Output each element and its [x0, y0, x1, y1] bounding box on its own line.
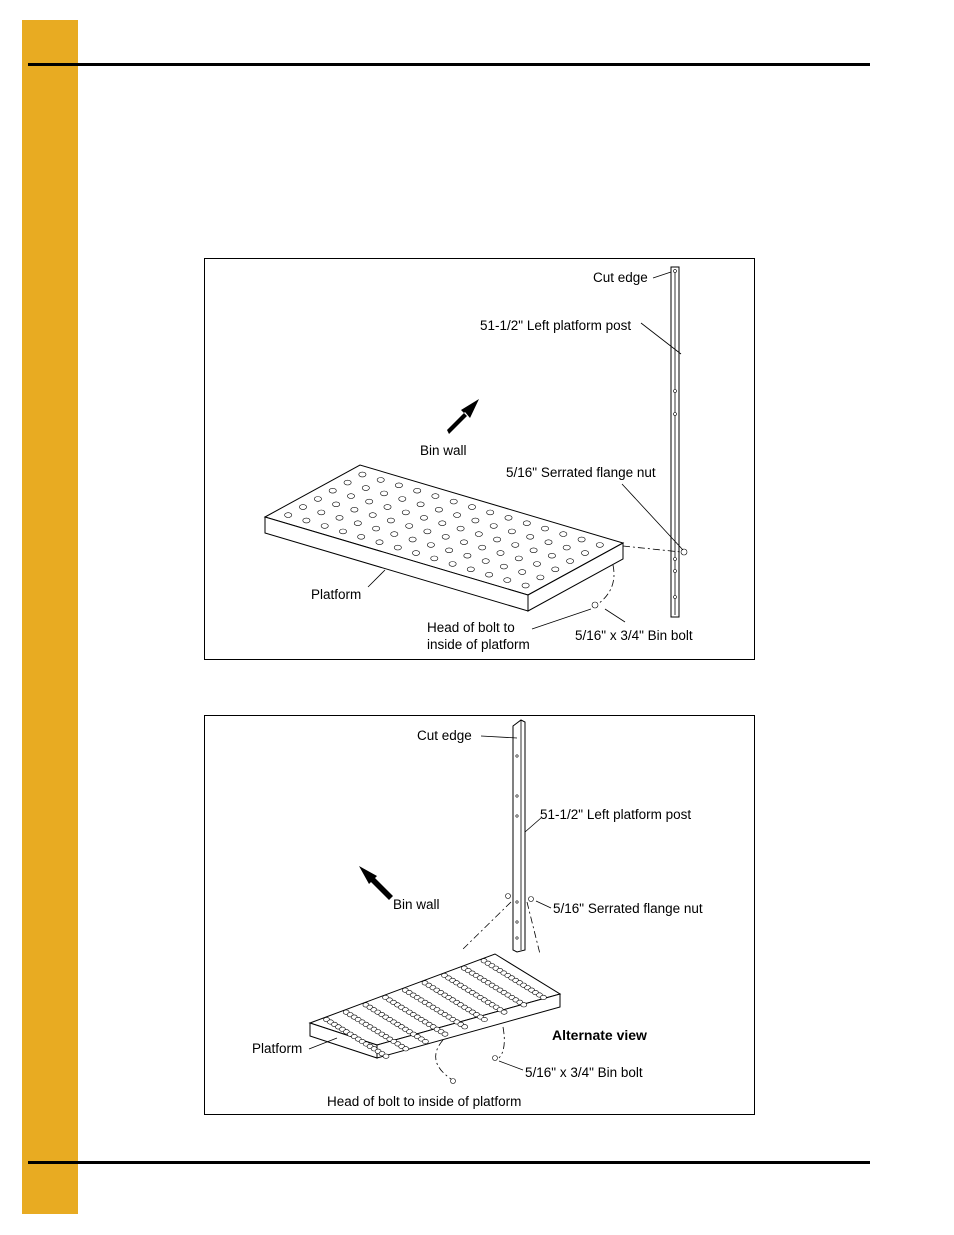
label-head-of-bolt: Head of bolt to inside of platform [327, 1094, 522, 1109]
platform-hole [318, 510, 325, 515]
label-head-of-bolt-line-1: Head of bolt to [427, 620, 515, 635]
platform-hole [467, 567, 474, 572]
platform-hole [373, 526, 380, 531]
platform-hole [500, 564, 507, 569]
platform-hole [409, 537, 416, 542]
platform-hole [354, 521, 361, 526]
platform-hole [482, 559, 489, 564]
platform-hole [394, 545, 401, 550]
platform-hole [395, 483, 402, 488]
label-cut-edge: Cut edge [417, 728, 472, 743]
label-bin-bolt: 5/16" x 3/4" Bin bolt [575, 628, 693, 643]
platform-hole [541, 526, 548, 531]
platform-hole [424, 529, 431, 534]
platform-hole [457, 526, 464, 531]
label-head-of-bolt-line-2: inside of platform [427, 637, 530, 652]
platform-hole [359, 472, 366, 477]
platform-hole [299, 505, 306, 510]
platform-hole [533, 562, 540, 567]
platform-drawing [310, 954, 560, 1058]
platform-hole [578, 537, 585, 542]
platform-hole [563, 545, 570, 550]
platform-hole [527, 534, 534, 539]
platform-hole [376, 540, 383, 545]
platform-hole [596, 543, 603, 548]
platform-hole [417, 502, 424, 507]
platform-hole [530, 548, 537, 553]
bin-wall-arrow-icon [447, 399, 479, 434]
platform-hole [431, 556, 438, 561]
platform-post-drawing [671, 267, 687, 617]
platform-hole [548, 553, 555, 558]
label-left-platform-post: 51-1/2" Left platform post [540, 807, 692, 822]
platform-hole [339, 529, 346, 534]
platform-hole [383, 1054, 389, 1058]
platform-hole [522, 583, 529, 588]
label-serrated-flange-nut: 5/16" Serrated flange nut [553, 901, 703, 916]
platform-hole [490, 524, 497, 529]
platform-hole [414, 488, 421, 493]
platform-hole [501, 1010, 507, 1014]
platform-hole [508, 529, 515, 534]
platform-hole [460, 540, 467, 545]
platform-hole [537, 575, 544, 580]
platform-hole [381, 491, 388, 496]
platform-hole [560, 532, 567, 537]
platform-hole [442, 1032, 448, 1036]
platform-hole [336, 515, 343, 520]
figure-platform-assembly-drawing [205, 259, 756, 661]
platform-hole [497, 551, 504, 556]
figure-alternate-view-drawing [205, 716, 756, 1116]
platform-hole [314, 497, 321, 502]
header-rule [28, 63, 870, 66]
platform-hole [523, 521, 530, 526]
label-left-platform-post: 51-1/2" Left platform post [480, 318, 632, 333]
platform-hole [412, 551, 419, 556]
platform-hole [487, 510, 494, 515]
label-bin-wall: Bin wall [393, 897, 440, 912]
label-platform: Platform [311, 587, 362, 602]
platform-hole [435, 507, 442, 512]
label-alternate-view: Alternate view [552, 1027, 647, 1043]
platform-hole [512, 543, 519, 548]
platform-hole [347, 494, 354, 499]
platform-hole [567, 559, 574, 564]
platform-hole [303, 518, 310, 523]
label-platform: Platform [252, 1041, 303, 1056]
platform-hole [515, 556, 522, 561]
platform-hole [462, 1025, 468, 1029]
bin-wall-arrow-icon [359, 866, 393, 900]
platform-hole [406, 524, 413, 529]
platform-hole [420, 515, 427, 520]
platform-hole [449, 562, 456, 567]
label-cut-edge: Cut edge [593, 270, 648, 285]
platform-hole [450, 499, 457, 504]
platform-hole [446, 548, 453, 553]
platform-hole [464, 553, 471, 558]
platform-hole [439, 521, 446, 526]
platform-hole [479, 545, 486, 550]
platform-hole [402, 510, 409, 515]
platform-hole [422, 1039, 428, 1043]
platform-hole [427, 543, 434, 548]
platform-hole [545, 540, 552, 545]
platform-hole [505, 515, 512, 520]
platform-hole [377, 478, 384, 483]
platform-hole [442, 534, 449, 539]
platform-hole [581, 551, 588, 556]
bin-bolt-head-icon [451, 1079, 456, 1084]
platform-hole [399, 497, 406, 502]
platform-hole [403, 1047, 409, 1051]
platform-hole [552, 567, 559, 572]
platform-hole [468, 505, 475, 510]
platform-hole [481, 1017, 487, 1021]
platform-hole [344, 480, 351, 485]
label-serrated-flange-nut: 5/16" Serrated flange nut [506, 465, 656, 480]
platform-hole [387, 518, 394, 523]
platform-hole [521, 1003, 527, 1007]
label-bin-wall: Bin wall [420, 443, 467, 458]
platform-hole [391, 532, 398, 537]
platform-hole [329, 488, 336, 493]
platform-hole [285, 513, 292, 518]
platform-hole [454, 513, 461, 518]
platform-hole [472, 518, 479, 523]
platform-hole [494, 537, 501, 542]
label-bin-bolt: 5/16" x 3/4" Bin bolt [525, 1065, 643, 1080]
platform-hole [321, 524, 328, 529]
platform-hole [362, 486, 369, 491]
figure-platform-assembly [204, 258, 755, 660]
side-tab [22, 20, 78, 1214]
platform-hole [333, 502, 340, 507]
platform-hole [540, 995, 546, 999]
footer-rule [28, 1161, 870, 1164]
platform-hole [486, 572, 493, 577]
platform-hole [475, 532, 482, 537]
figure-alternate-view [204, 715, 755, 1115]
platform-hole [366, 499, 373, 504]
platform-hole [519, 570, 526, 575]
platform-post-drawing [506, 720, 534, 952]
platform-hole [358, 534, 365, 539]
platform-hole [351, 507, 358, 512]
bin-bolt-icon [592, 602, 598, 608]
platform-hole [504, 578, 511, 583]
bin-bolt-icon [493, 1056, 498, 1061]
platform-hole [432, 494, 439, 499]
platform-hole [384, 505, 391, 510]
platform-hole [369, 513, 376, 518]
